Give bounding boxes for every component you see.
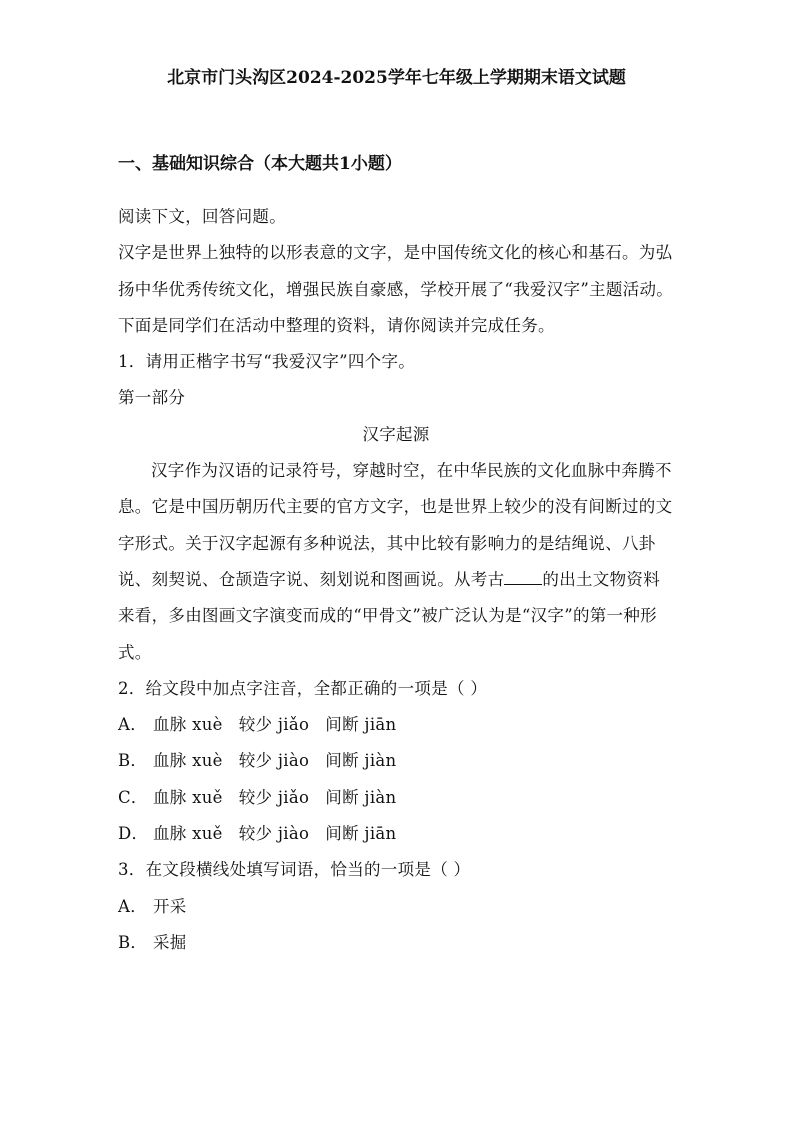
option-word: 较少 jiào [238,824,310,844]
intro-prompt: 阅读下文，回答问题。 [118,207,286,226]
passage-text [118,453,674,671]
option-word: 血脉 xuè [153,751,223,771]
option-word: 血脉 xuě [153,824,223,844]
option-text: 采掘 [153,932,187,952]
option-letter: B． [118,751,148,771]
q2-option-c [118,780,674,816]
option-letter: D． [118,824,149,844]
option-letter: C． [118,787,148,807]
part-label: 第一部分 [118,388,186,408]
question-2: 2．给文段中加点字注音，全都正确的一项是（ ） [118,678,488,698]
q2-option-d [118,816,674,852]
section-heading: 一、基础知识综合（本大题共1小题） [118,154,402,174]
option-letter: A． [118,715,148,735]
option-word: 间断 jiàn [325,751,397,771]
q3-option-a [118,889,674,925]
passage-before-blank: 汉字作为汉语的记录符号，穿越时空，在中华民族的文化血脉中奔腾不息。它是中国历朝历代主要的官方文字，也是世界上较少的没有间断过的文字形式。关于汉字起源有多种说法，其中比较有影响力的是结绳说、八卦说、刻契说、仓颉造字说、刻划说和图画说。从考古 [118,461,673,589]
option-word: 较少 jiǎo [238,787,310,807]
option-letter: A． [118,896,148,916]
option-letter: B． [118,932,148,952]
intro-text: 汉字是世界上独特的以形表意的文字，是中国传统文化的核心和基石。为弘扬中华优秀传统文化，增强民族自豪感，学校开展了“我爱汉字”主题活动。下面是同学们在活动中整理的资料，请你阅读并完成任务。 [118,243,674,335]
question-3: 3．在文段横线处填写词语，恰当的一项是（ ） [118,860,471,880]
q2-option-b [118,743,674,779]
option-word: 较少 jiǎo [238,715,310,735]
passage-title: 汉字起源 [362,424,430,444]
option-word: 间断 jiān [325,715,397,735]
q2-option-a [118,707,674,743]
document-body [118,199,674,961]
option-word: 血脉 xuè [153,715,223,735]
passage-after-blank: 的出土文物资料来看，多由图画文字演变而成的“甲骨文”被广泛认为是“汉字”的第一种形式。 [118,569,661,662]
q3-option-b [118,925,674,961]
question-1: 1．请用正楷字书写“我爱汉字”四个字。 [118,352,416,372]
page-title: 北京市门头沟区2024-2025学年七年级上学期期末语文试题 [167,68,626,88]
option-word: 血脉 xuě [153,787,223,807]
option-word: 间断 jiàn [325,787,397,807]
option-word: 间断 jiān [325,824,397,844]
option-text: 开采 [153,896,187,916]
option-word: 较少 jiào [238,751,310,771]
fill-blank [504,570,542,585]
